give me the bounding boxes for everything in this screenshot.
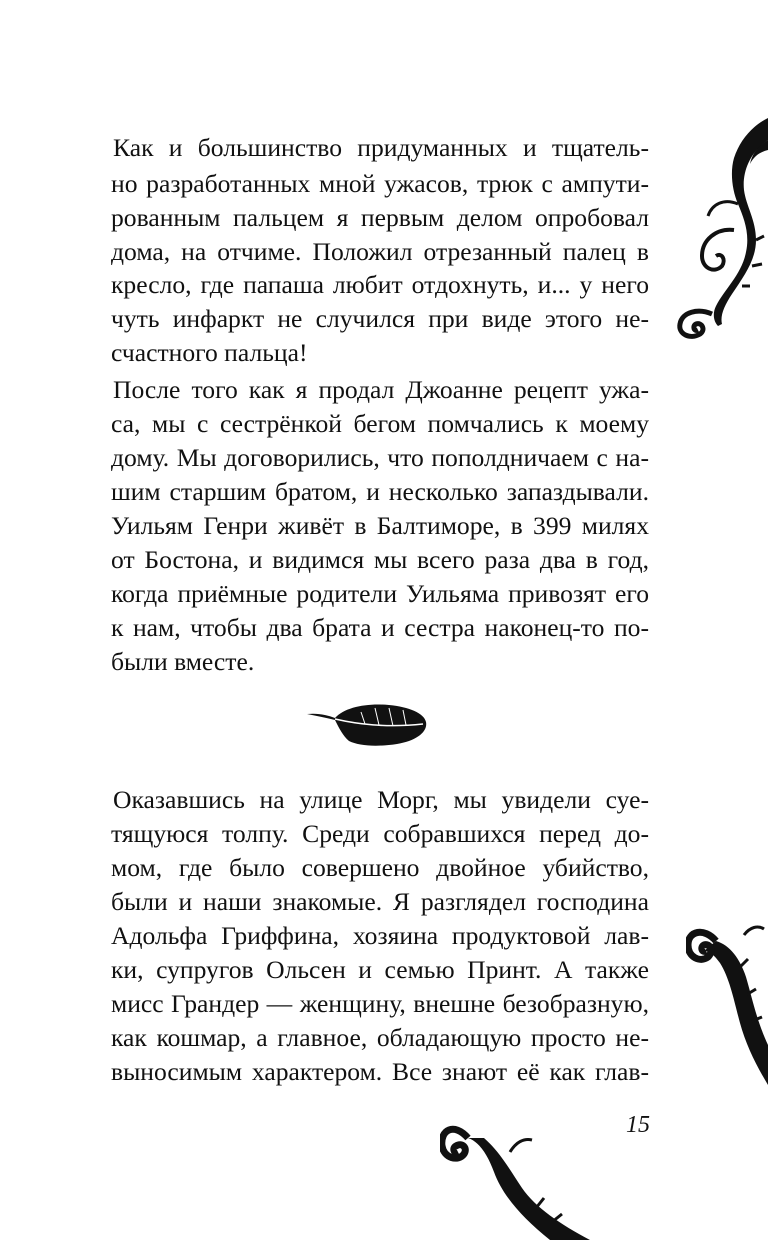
text-line: са, мы с сестрёнкой бегом помчались к моему [111,409,649,438]
text-line: Уильям Генри живёт в Балтиморе, в 399 милях [111,511,649,540]
text-line: тящуюся толпу. Среди собравшихся перед до- [111,819,649,848]
text-line: к нам, чтобы два брата и сестра наконец-то по- [111,613,649,642]
text-line: Адольфа Гриффина, хозяина продуктовой лав- [111,921,649,950]
text-line: счастного пальца! [111,338,308,367]
text-line: ки, супругов Ольсен и семью Принт. А также [111,955,649,984]
text-line: когда приёмные родители Уильяма привозят его [111,579,649,608]
text-line: Оказавшись на улице Морг, мы увидели суе- [113,785,649,814]
curl-vine-icon [440,1112,590,1240]
feather-icon [305,700,429,750]
text-line: чуть инфаркт не случился при виде этого не- [111,304,649,333]
text-line: рованным пальцем я первым делом опробовал [111,203,649,232]
text-line: После того как я продал Джоанне рецепт ужа- [113,375,649,404]
text-line: но разработанных мной ужасов, трюк с ампути- [111,169,649,198]
text-line: дома, на отчиме. Положил отрезанный палец в [111,237,649,266]
text-line: шим старшим братом, и несколько запаздывали. [111,477,649,506]
text-line: были вместе. [111,647,255,676]
text-line: кресло, где папаша любит отдохнуть, и... у него [111,270,649,299]
text-line: Как и большинство придуманных и тщатель- [113,133,649,162]
text-line: от Бостона, и видимся мы всего раза два в год, [111,545,649,574]
text-line: мисс Грандер — женщину, внешне безобразную, [111,989,649,1018]
page-number: 15 [626,1112,650,1138]
text-line: мом, где было совершено двойное убийство, [111,853,649,882]
text-line: дому. Мы договорились, что пополдничаем с на- [111,443,649,472]
text-line: как кошмар, а главное, обладающую просто не- [111,1023,649,1052]
text-line: были и наши знакомые. Я разглядел господина [111,887,649,916]
curl-vine-icon [686,905,768,1085]
curl-vine-icon [672,100,768,340]
text-line: выносимым характером. Все знают её как глав- [111,1057,649,1086]
